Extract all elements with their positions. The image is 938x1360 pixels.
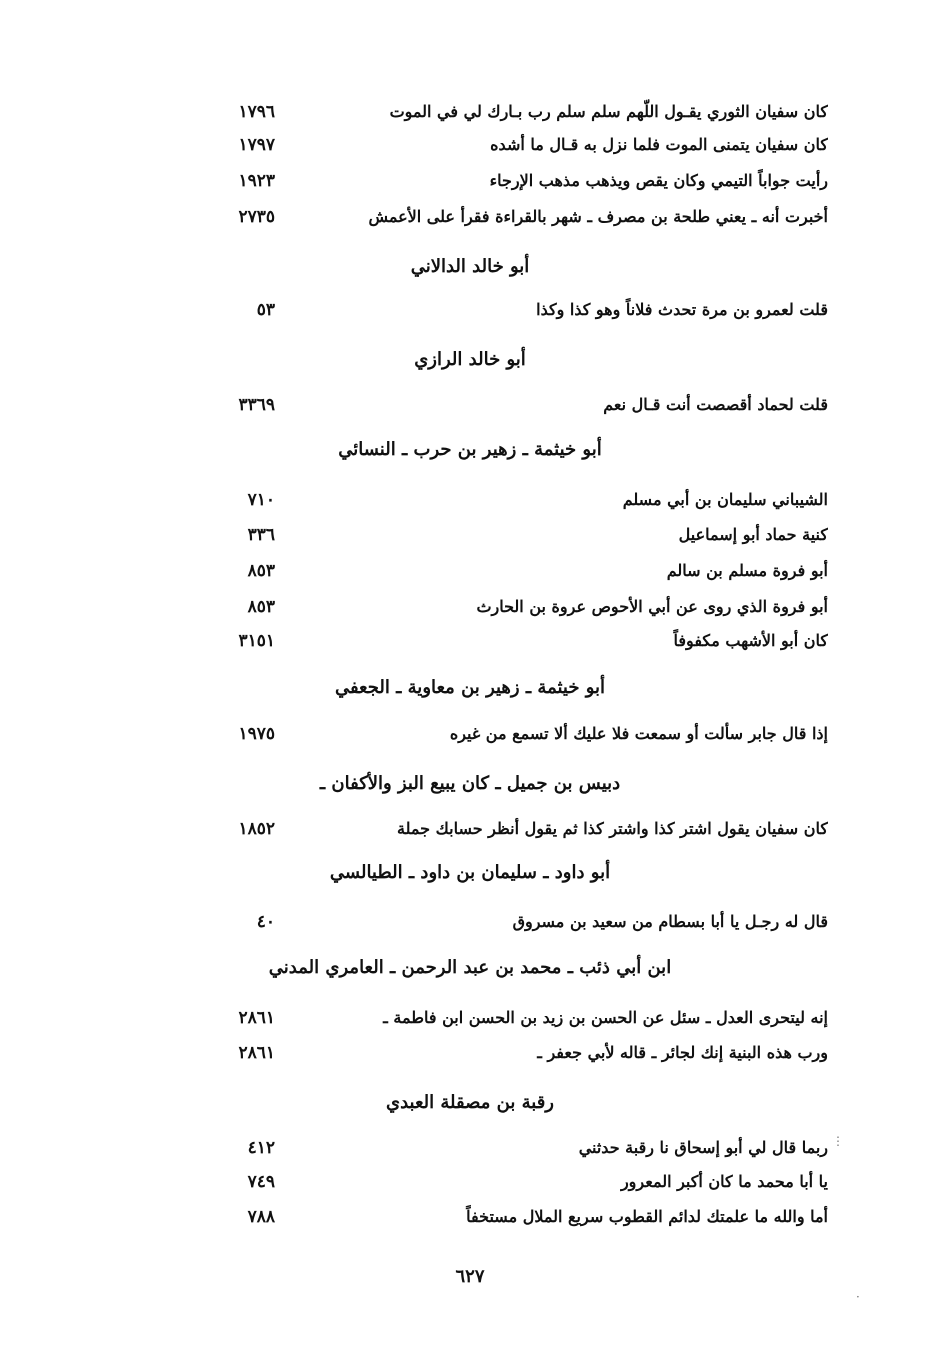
page-number: ٦٢٧ xyxy=(455,1266,485,1287)
index-entry xyxy=(0,483,938,517)
entry-text: كنية حماد أبو إسماعيل xyxy=(678,525,828,544)
index-entry xyxy=(0,717,938,751)
index-entry xyxy=(0,1001,938,1035)
scan-speck: ⋮ xyxy=(832,1134,844,1148)
entry-number: ٧١٠ xyxy=(247,490,275,510)
section-heading: دبيس بن جميل ـ كان يبيع البز والأكفان ـ xyxy=(319,773,621,794)
entry-number: ١٩٢٣ xyxy=(238,171,275,191)
entry-number: ٨٥٣ xyxy=(247,597,275,617)
index-entry xyxy=(0,95,938,129)
section-heading: أبو خيثمة ـ زهير بن حرب ـ النسائي xyxy=(338,439,602,460)
section-heading: أبو داود ـ سليمان بن داود ـ الطيالسي xyxy=(329,862,611,883)
index-entry xyxy=(0,128,938,162)
entry-number: ٣١٥١ xyxy=(238,631,275,651)
index-entry xyxy=(0,624,938,658)
entry-text: ربما قال لي أبو إسحاق نا رقبة حدثني xyxy=(578,1138,828,1157)
entry-text: قلت لعمرو بن مرة تحدث فلاناً وهو كذا وكذا xyxy=(536,300,828,319)
entry-text: قلت لحماد أقصصت أنت قـال نعم xyxy=(603,395,828,414)
index-entry xyxy=(0,590,938,624)
section-heading: أبو خالد الدالاني xyxy=(410,256,530,277)
entry-text: أبو فروة مسلم بن سالم xyxy=(666,561,828,580)
index-entry xyxy=(0,1036,938,1070)
index-entry xyxy=(0,1200,938,1234)
entry-number: ٢٨٦١ xyxy=(238,1043,275,1063)
index-entry xyxy=(0,518,938,552)
entry-number: ٢٧٣٥ xyxy=(238,207,275,227)
entry-number: ١٩٧٥ xyxy=(238,724,275,744)
index-entry xyxy=(0,905,938,939)
index-entry xyxy=(0,1131,938,1165)
entry-number: ٣٣٦٩ xyxy=(238,395,275,415)
entry-number: ٨٥٣ xyxy=(247,561,275,581)
entry-number: ١٧٩٧ xyxy=(238,135,275,155)
entry-text: كان أبو الأشهب مكفوفاً xyxy=(673,631,828,650)
entry-number: ٥٣ xyxy=(256,300,275,320)
entry-text: أبو فروة الذي روى عن أبي الأحوص عروة بن الحارث xyxy=(476,597,828,616)
entry-text: ورب هذه البنية إنك لجائر ـ قاله لأبي جعفر ـ xyxy=(537,1043,828,1062)
index-entry xyxy=(0,164,938,198)
entry-text: الشيباني سليمان بن أبي مسلم xyxy=(622,490,828,509)
entry-number: ٧٨٨ xyxy=(247,1207,275,1227)
entry-text: كان سفيان يقول اشتر كذا واشتر كذا ثم يقول أنظر حسابك جملة xyxy=(397,819,828,838)
entry-number: ٤١٢ xyxy=(247,1138,275,1158)
index-entry xyxy=(0,200,938,234)
scan-speck: · xyxy=(856,1290,860,1304)
section-heading: أبو خيثمة ـ زهير بن معاوية ـ الجعفي xyxy=(334,677,606,698)
entry-number: ١٧٩٦ xyxy=(238,102,275,122)
entry-number: ٢٨٦١ xyxy=(238,1008,275,1028)
entry-text: إذا قال جابر سألت أو سمعت فلا عليك ألا تسمع من غيره xyxy=(449,724,828,743)
section-heading: أبو خالد الرازي xyxy=(414,349,526,370)
entry-number: ٣٣٦ xyxy=(247,525,275,545)
entry-text: يا أبا محمد ما كان أكبر المعرور xyxy=(620,1172,828,1191)
index-entry xyxy=(0,1165,938,1199)
entry-number: ٧٤٩ xyxy=(247,1172,275,1192)
section-heading: ابن أبي ذئب ـ محمد بن عبد الرحمن ـ العامري المدني xyxy=(268,957,672,978)
entry-text: إنه ليتحرى العدل ـ سئل عن الحسن بن زيد بن الحسن ابن فاطمة ـ xyxy=(383,1008,828,1027)
section-heading: رقبة بن مصقلة العبدي xyxy=(386,1092,554,1113)
entry-text: رأيت جواباً التيمي وكان يقص ويذهب مذهب الإرجاء xyxy=(489,171,828,190)
entry-number: ١٨٥٢ xyxy=(238,819,275,839)
entry-text: أما والله ما علمتك لدائم القطوب سريع الملال مستخفاً xyxy=(466,1207,828,1226)
index-entry xyxy=(0,293,938,327)
index-entry xyxy=(0,812,938,846)
entry-text: أخبرت أنه ـ يعني طلحة بن مصرف ـ شهر بالقراءة فقرأ على الأعمش xyxy=(368,207,828,226)
entry-text: كان سفيان الثوري يقـول اللّهم سلم سلم رب بـارك لي في الموت xyxy=(389,102,828,121)
index-entry xyxy=(0,554,938,588)
index-entry xyxy=(0,388,938,422)
entry-text: قال له رجـل يا أبا بسطام من سعيد بن مسروق xyxy=(512,912,828,931)
entry-text: كان سفيان يتمنى الموت فلما نزل به قـال ما أشده xyxy=(490,135,828,154)
entry-number: ٤٠ xyxy=(256,912,275,932)
